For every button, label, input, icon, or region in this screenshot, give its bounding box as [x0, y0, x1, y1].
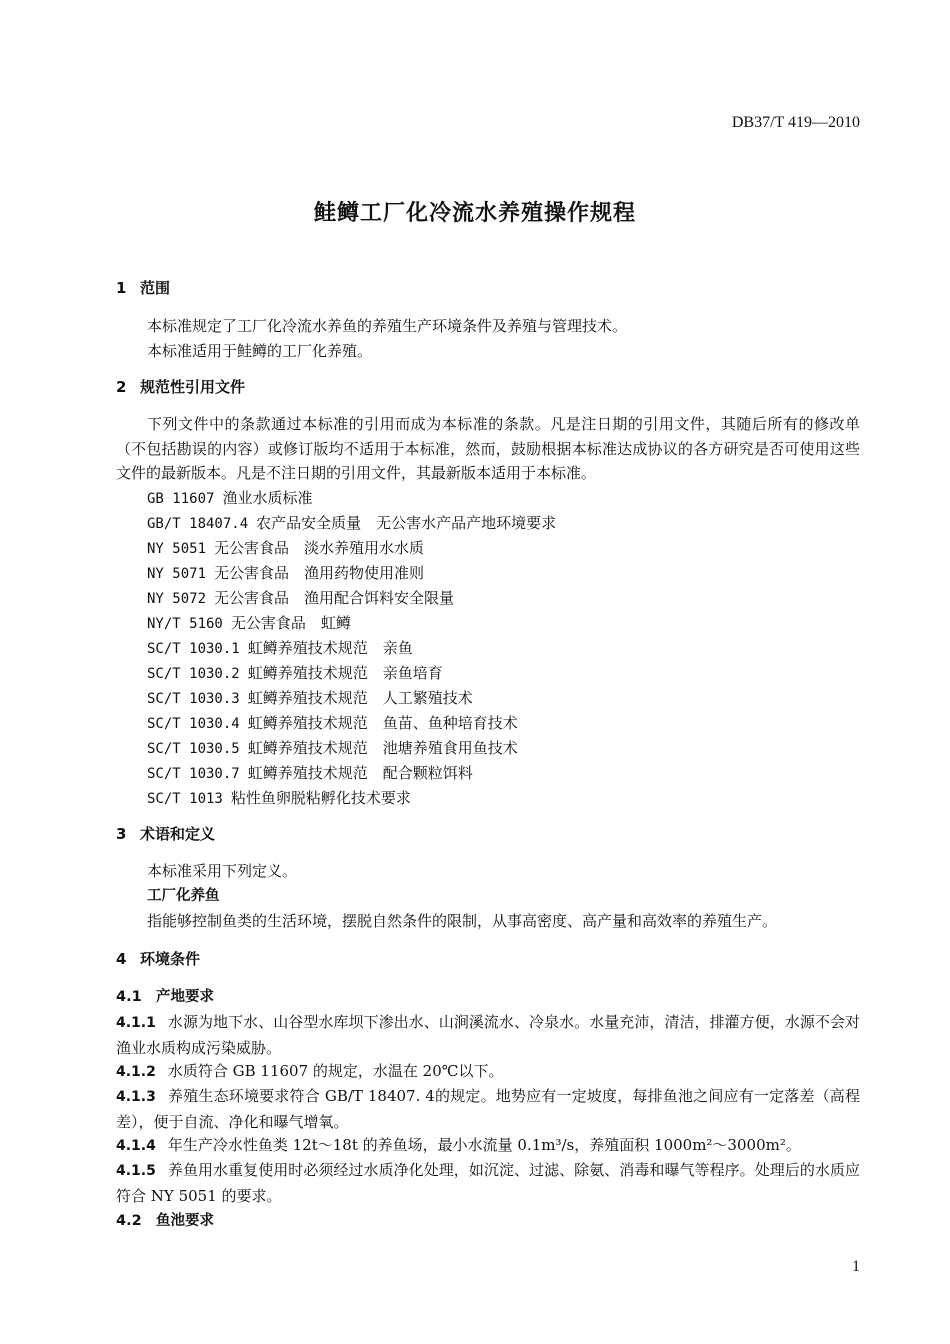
- definitions-intro: 本标准采用下列定义。: [147, 862, 298, 880]
- standard-code: DB37/T 419—2010: [731, 114, 860, 131]
- clause-text: 养鱼用水重复使用时必须经过水质净化处理，如沉淀、过滤、除氨、消毒和曝气等程序。处理后的水质应符合 NY 5051 的要求。: [116, 1161, 860, 1205]
- reference-item: [147, 761, 473, 786]
- clause-4-1-2: [116, 1059, 860, 1085]
- reference-title: 无公害食品 淡水养殖用水水质: [214, 539, 425, 557]
- clause-number: 4.1.5: [116, 1163, 156, 1179]
- reference-item: [147, 711, 518, 736]
- clause-text: 水源为地下水、山谷型水库坝下渗出水、山涧溪流水、冷泉水。水量充沛，清洁，排灌方便，水源不会对渔业水质构成污染威胁。: [116, 1013, 860, 1057]
- clause-4-1-3: [116, 1084, 860, 1134]
- reference-item: [147, 661, 443, 686]
- subsection-4-1-heading: [116, 985, 214, 1009]
- page-number: 1: [852, 1258, 860, 1275]
- section-number: 1: [116, 279, 127, 297]
- reference-item: [147, 686, 473, 711]
- clause-4-1-5: [116, 1158, 860, 1208]
- reference-code: NY 5072: [147, 591, 207, 607]
- reference-code: NY 5051: [147, 541, 207, 557]
- reference-item: [147, 586, 454, 611]
- reference-code: GB 11607: [147, 491, 215, 507]
- reference-code: GB/T 18407.4: [147, 516, 249, 532]
- section-3-heading: [116, 822, 215, 846]
- reference-code: NY/T 5160: [147, 616, 223, 632]
- reference-title: 渔业水质标准: [222, 489, 313, 507]
- clause-number: 4.1.1: [116, 1015, 156, 1031]
- reference-title: 无公害食品 渔用配合饵料安全限量: [214, 589, 455, 607]
- reference-item: [147, 536, 424, 561]
- reference-title: 虹鳟养殖技术规范 人工繁殖技术: [247, 689, 473, 707]
- section-number: 4: [116, 950, 127, 968]
- clause-text: 养殖生态环境要求符合 GB/T 18407. 4的规定。地势应有一定坡度，每排鱼池之间应有一定落差（高程差），便于自流、净化和曝气增氧。: [116, 1087, 860, 1131]
- reference-code: NY 5071: [147, 566, 207, 582]
- reference-title: 虹鳟养殖技术规范 鱼苗、鱼种培育技术: [247, 714, 518, 732]
- term: 工厂化养鱼: [147, 888, 220, 904]
- clause-number: 4.1.2: [116, 1064, 156, 1080]
- reference-code: SC/T 1030.2: [147, 666, 240, 682]
- reference-item: [147, 611, 351, 636]
- reference-code: SC/T 1030.7: [147, 766, 240, 782]
- references-intro: 下列文件中的条款通过本标准的引用而成为本标准的条款。凡是注日期的引用文件，其随后所有的修改单（不包括勘误的内容）或修订版均不适用于本标准，然而，鼓励根据本标准达成协议的各方研究是否可使用这些文件的最新版本。凡是不注日期的引用文件，其最新版本适用于本标准。: [116, 415, 860, 482]
- section-number: 3: [116, 825, 127, 843]
- section-title: 范围: [140, 279, 171, 297]
- reference-item: [147, 736, 518, 761]
- reference-code: SC/T 1030.1: [147, 641, 240, 657]
- clause-text: 年生产冷水性鱼类 12t～18t 的养鱼场，最小水流量 0.1m³/s，养殖面积 1000m²～3000m²。: [167, 1136, 801, 1154]
- section-4-heading: [116, 947, 200, 971]
- section-1-heading: [116, 276, 170, 300]
- reference-title: 虹鳟养殖技术规范 池塘养殖食用鱼技术: [247, 739, 518, 757]
- section-number: 2: [116, 378, 127, 396]
- reference-code: SC/T 1030.5: [147, 741, 240, 757]
- reference-title: 无公害食品 渔用药物使用准则: [214, 564, 425, 582]
- reference-item: [147, 511, 556, 536]
- section-title: 环境条件: [140, 950, 201, 968]
- reference-code: SC/T 1030.4: [147, 716, 240, 732]
- subsection-number: 4.2: [116, 1213, 142, 1229]
- subsection-title: 鱼池要求: [156, 1213, 214, 1229]
- clause-4-1-4: [116, 1133, 860, 1159]
- clause-number: 4.1.3: [116, 1089, 156, 1105]
- scope-paragraph-2: 本标准适用于鲑鳟的工厂化养殖。: [147, 342, 373, 360]
- document-title: 鲑鳟工厂化冷流水养殖操作规程: [313, 201, 636, 226]
- reference-title: 农产品安全质量 无公害水产品产地环境要求: [256, 514, 557, 532]
- term-definition: 指能够控制鱼类的生活环境，摆脱自然条件的限制，从事高密度、高产量和高效率的养殖生产。: [147, 912, 778, 930]
- section-2-heading: [116, 375, 245, 399]
- subsection-4-2-heading: [116, 1209, 214, 1233]
- reference-code: SC/T 1013: [147, 791, 223, 807]
- reference-title: 虹鳟养殖技术规范 配合颗粒饵料: [247, 764, 473, 782]
- subsection-number: 4.1: [116, 989, 142, 1005]
- reference-title: 虹鳟养殖技术规范 亲鱼培育: [247, 664, 443, 682]
- section-title: 术语和定义: [140, 825, 216, 843]
- clause-text: 水质符合 GB 11607 的规定，水温在 20℃以下。: [167, 1062, 504, 1080]
- subsection-title: 产地要求: [156, 989, 214, 1005]
- reference-item: [147, 636, 413, 661]
- reference-title: 虹鳟养殖技术规范 亲鱼: [247, 639, 413, 657]
- clause-number: 4.1.4: [116, 1138, 156, 1154]
- reference-item: [147, 561, 424, 586]
- section-title: 规范性引用文件: [140, 378, 246, 396]
- reference-code: SC/T 1030.3: [147, 691, 240, 707]
- reference-title: 无公害食品 虹鳟: [230, 614, 351, 632]
- reference-item: [147, 486, 312, 511]
- clause-4-1-1: [116, 1010, 860, 1060]
- scope-paragraph-1: 本标准规定了工厂化冷流水养鱼的养殖生产环境条件及养殖与管理技术。: [147, 317, 628, 335]
- reference-title: 粘性鱼卵脱粘孵化技术要求: [230, 789, 411, 807]
- reference-item: [147, 786, 411, 811]
